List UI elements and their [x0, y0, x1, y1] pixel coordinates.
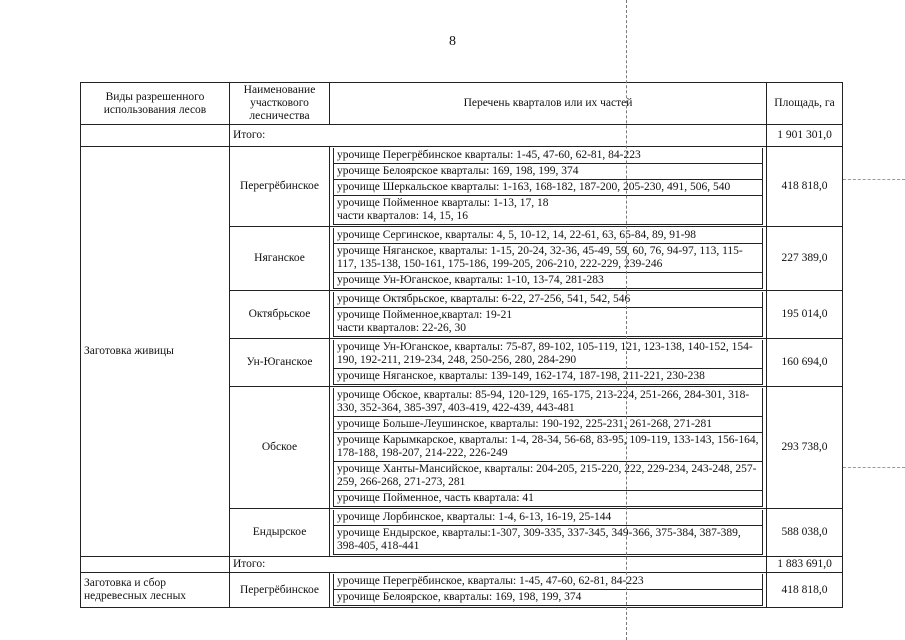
header-use: Виды разрешенного использования лесов [81, 83, 230, 125]
quarters-cell [330, 147, 767, 227]
quarter-entry: урочище Ун-Юганское, кварталы: 75-87, 89-102, 105-119, 121, 123-138, 140-152, 154-190, 192-211, 219-234, 248, 250-256, 280, 284-290 [334, 340, 763, 369]
quarter-entry: урочище Обское, кварталы: 85-94, 120-129, 165-175, 213-224, 251-266, 284-301, 318-330, 352-364, 385-397, 403-419, 422-439, 443-481 [334, 388, 763, 417]
quarter-entry-row [334, 164, 763, 180]
quarter-entry: урочище Шеркальское кварталы: 1-163, 168-182, 187-200, 205-230, 491, 506, 540 [334, 180, 763, 196]
header-quarters: Перечень кварталов или их частей [330, 83, 767, 125]
quarter-entry-row [334, 462, 763, 491]
quarter-entry-row [334, 308, 763, 337]
use-type-cell: Заготовка и сбор недревесных лесных [81, 573, 230, 608]
quarter-entry-row [334, 590, 763, 606]
fold-line-h2 [843, 467, 905, 468]
total-area: 1 901 301,0 [767, 125, 843, 147]
quarter-entry: урочище Карымкарское, кварталы: 1-4, 28-34, 56-68, 83-95, 109-119, 133-143, 156-164, 178-188, 198-207, 214-222, 226-249 [334, 433, 763, 462]
forestry-name: Няганское [230, 227, 330, 291]
quarters-cell [330, 509, 767, 557]
quarter-entry: урочище Октябрьское, кварталы: 6-22, 27-256, 541, 542, 546 [334, 292, 763, 308]
forestry-name: Обское [230, 387, 330, 509]
quarters-list [333, 340, 763, 385]
area-value: 293 738,0 [767, 387, 843, 509]
fold-line-h1 [843, 179, 905, 180]
quarters-list [333, 228, 763, 289]
quarter-entry-row [334, 388, 763, 417]
header-forestry: Наименование участкового лесничества [230, 83, 330, 125]
quarter-entry: урочище Пойменное кварталы: 1-13, 17, 18 части кварталов: 14, 15, 16 [334, 196, 763, 225]
empty-cell [81, 125, 230, 147]
quarter-entry: урочище Пойменное, часть квартала: 41 [334, 491, 763, 507]
quarters-list [333, 510, 763, 555]
quarter-entry-row [334, 369, 763, 385]
quarters-list [333, 292, 763, 337]
area-value: 160 694,0 [767, 339, 843, 387]
quarter-entry-row [334, 180, 763, 196]
quarter-entry-row [334, 340, 763, 369]
quarter-entry-row [334, 228, 763, 244]
quarter-entry: урочище Перегрёбинское, кварталы: 1-45, 47-60, 62-81, 84-223 [334, 574, 763, 590]
quarters-cell [330, 227, 767, 291]
fold-line-vertical [626, 0, 627, 640]
quarter-entry-row [334, 491, 763, 507]
quarters-list [333, 388, 763, 507]
total-row [81, 557, 843, 573]
quarter-entry-row [334, 510, 763, 526]
use-type-cell: Заготовка живицы [81, 147, 230, 557]
forestry-name: Ун-Юганское [230, 339, 330, 387]
total-row-top [81, 125, 843, 147]
quarter-entry-row [334, 244, 763, 273]
quarter-entry: урочище Перегрёбинское кварталы: 1-45, 47-60, 62-81, 84-223 [334, 148, 763, 164]
total-area: 1 883 691,0 [767, 557, 843, 573]
empty-cell [81, 557, 230, 573]
quarters-list [333, 574, 763, 606]
quarter-entry: урочище Ун-Юганское, кварталы: 1-10, 13-74, 281-283 [334, 273, 763, 289]
page-number: 8 [449, 34, 456, 49]
quarter-entry-row [334, 526, 763, 555]
table-row [81, 147, 843, 227]
area-value: 418 818,0 [767, 147, 843, 227]
table-header-row [81, 83, 843, 125]
table-row [81, 573, 843, 608]
quarters-cell [330, 291, 767, 339]
quarter-entry-row [334, 433, 763, 462]
quarter-entry: урочище Пойменное,квартал: 19-21 части кварталов: 22-26, 30 [334, 308, 763, 337]
quarter-entry-row [334, 417, 763, 433]
quarter-entry-row [334, 574, 763, 590]
quarter-entry: урочище Сергинское, кварталы: 4, 5, 10-12, 14, 22-61, 63, 65-84, 89, 91-98 [334, 228, 763, 244]
forestry-name: Октябрьское [230, 291, 330, 339]
area-value: 195 014,0 [767, 291, 843, 339]
quarter-entry: урочище Лорбинское, кварталы: 1-4, 6-13, 16-19, 25-144 [334, 510, 763, 526]
quarter-entry: урочище Больше-Леушинское, кварталы: 190-192, 225-231, 261-268, 271-281 [334, 417, 763, 433]
quarter-entry: урочище Няганское, кварталы: 1-15, 20-24, 32-36, 45-49, 59, 60, 76, 94-97, 113, 115-117, 135-138, 150-161, 175-186, 199-205, 206-210, 222-229, 239-246 [334, 244, 763, 273]
quarters-cell [330, 387, 767, 509]
quarter-entry: урочище Белоярское кварталы: 169, 198, 199, 374 [334, 164, 763, 180]
quarter-entry-row [334, 196, 763, 225]
quarters-list [333, 148, 763, 225]
quarter-entry: урочище Белоярское, кварталы: 169, 198, 199, 374 [334, 590, 763, 606]
quarter-entry-row [334, 273, 763, 289]
quarter-entry-row [334, 292, 763, 308]
area-value: 418 818,0 [767, 573, 843, 608]
area-value: 588 038,0 [767, 509, 843, 557]
quarters-cell [330, 339, 767, 387]
forest-use-table [80, 82, 843, 608]
quarter-entry: урочище Ендырское, кварталы:1-307, 309-335, 337-345, 349-366, 375-384, 387-389, 398-405, 418-441 [334, 526, 763, 555]
total-label: Итого: [230, 125, 767, 147]
forestry-name: Перегрёбинское [230, 147, 330, 227]
quarters-cell [330, 573, 767, 608]
header-area: Площадь, га [767, 83, 843, 125]
total-label: Итого: [230, 557, 767, 573]
area-value: 227 389,0 [767, 227, 843, 291]
quarter-entry: урочище Няганское, кварталы: 139-149, 162-174, 187-198, 211-221, 230-238 [334, 369, 763, 385]
quarter-entry-row [334, 148, 763, 164]
forestry-name: Ендырское [230, 509, 330, 557]
quarter-entry: урочище Ханты-Мансийское, кварталы: 204-205, 215-220, 222, 229-234, 243-248, 257-259, 266-268, 271-273, 281 [334, 462, 763, 491]
forestry-name: Перегрёбинское [230, 573, 330, 608]
